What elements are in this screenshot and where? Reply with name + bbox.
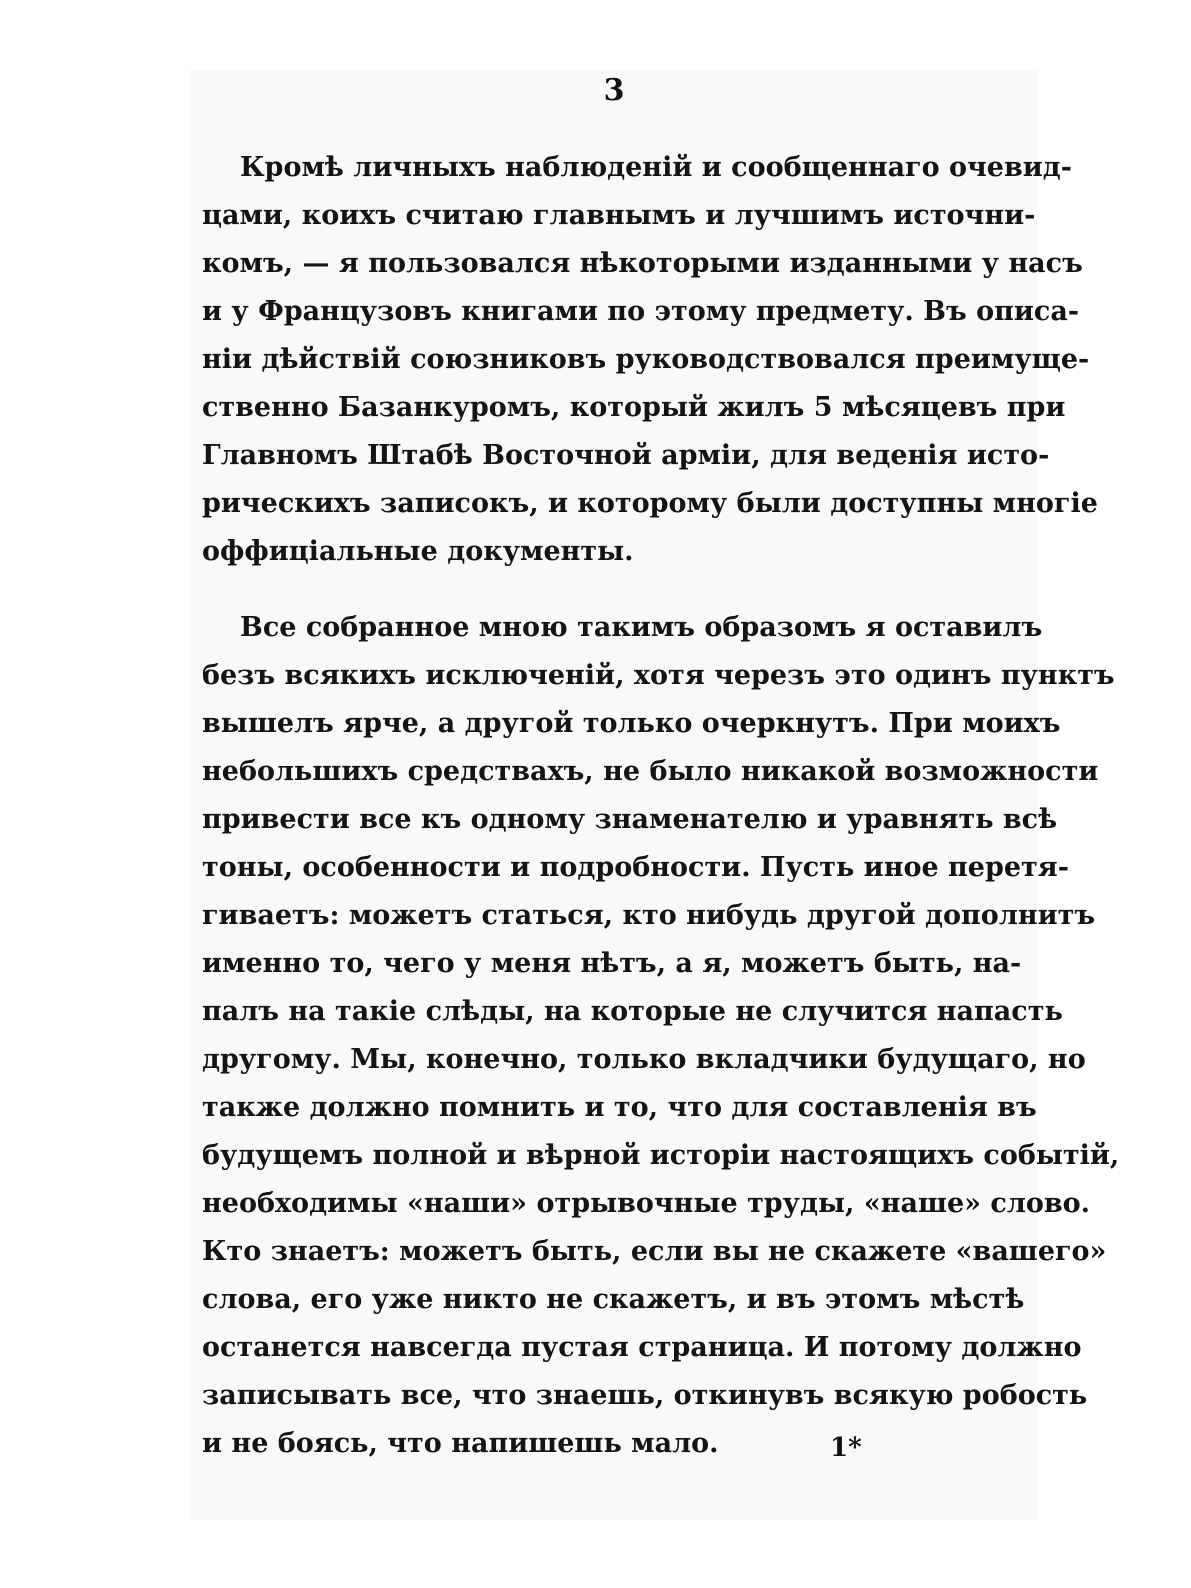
text-line: Кромѣ личныхъ наблюденій и сообщеннаго очевид- — [240, 152, 1072, 183]
text-line: также должно помнить и то, что для составленія въ — [202, 1092, 1037, 1123]
text-line: ственно Базанкуромъ, который жилъ 5 мѣсяцевъ при — [202, 392, 1066, 423]
signature-mark: 1* — [830, 1433, 862, 1463]
text-line: записывать все, что знаешь, откинувъ всякую робость — [202, 1380, 1088, 1411]
text-line: другому. Мы, конечно, только вкладчики будущаго, но — [202, 1044, 1086, 1075]
paragraph-2 — [202, 604, 1120, 1468]
text-line: тоны, особенности и подробности. Пусть иное перетя- — [202, 852, 1069, 883]
text-line: комъ, — я пользовался нѣкоторыми изданными у насъ — [202, 248, 1083, 279]
page-number: 3 — [603, 73, 625, 108]
text-line: Главномъ Штабѣ Восточной арміи, для веденія исто- — [202, 440, 1050, 471]
text-line: именно то, чего у меня нѣтъ, а я, можетъ быть, на- — [202, 948, 1022, 979]
text-line: привести все къ одному знаменателю и уравнять всѣ — [202, 804, 1058, 835]
text-line: оффиціальные документы. — [202, 536, 634, 567]
text-line: палъ на такіе слѣды, на которые не случится напасть — [202, 996, 1063, 1027]
paragraph-1 — [202, 144, 1098, 576]
text-line: будущемъ полной и вѣрной исторіи настоящихъ событій, — [202, 1140, 1120, 1171]
text-line: останется навсегда пустая страница. И потому должно — [202, 1332, 1082, 1363]
text-line: гиваетъ: можетъ статься, кто нибудь другой дополнитъ — [202, 900, 1096, 931]
book-page — [190, 70, 1120, 1520]
text-line: рическихъ записокъ, и которому были доступны многіе — [202, 488, 1098, 519]
text-line: Все собранное мною такимъ образомъ я оставилъ — [240, 612, 1043, 643]
text-line: необходимы «наши» отрывочные труды, «наше» слово. — [202, 1188, 1091, 1219]
text-line: небольшихъ средствахъ, не было никакой возможности — [202, 756, 1099, 787]
text-line: слова, его уже никто не скажетъ, и въ этомъ мѣстѣ — [202, 1284, 1025, 1315]
text-line: Кто знаетъ: можетъ быть, если вы не скажете «вашего» — [202, 1236, 1107, 1267]
text-line: вышелъ ярче, а другой только очеркнутъ. При моихъ — [202, 708, 1061, 739]
text-line: ніи дѣйствій союзниковъ руководствовался преимуще- — [202, 344, 1090, 375]
text-line: безъ всякихъ исключеній, хотя черезъ это одинъ пунктъ — [202, 660, 1115, 691]
text-line: и у Французовъ книгами по этому предмету. Въ описа- — [202, 296, 1080, 327]
text-line: и не боясь, что напишешь мало. — [202, 1428, 719, 1459]
text-line: цами, коихъ считаю главнымъ и лучшимъ источни- — [202, 200, 1036, 231]
